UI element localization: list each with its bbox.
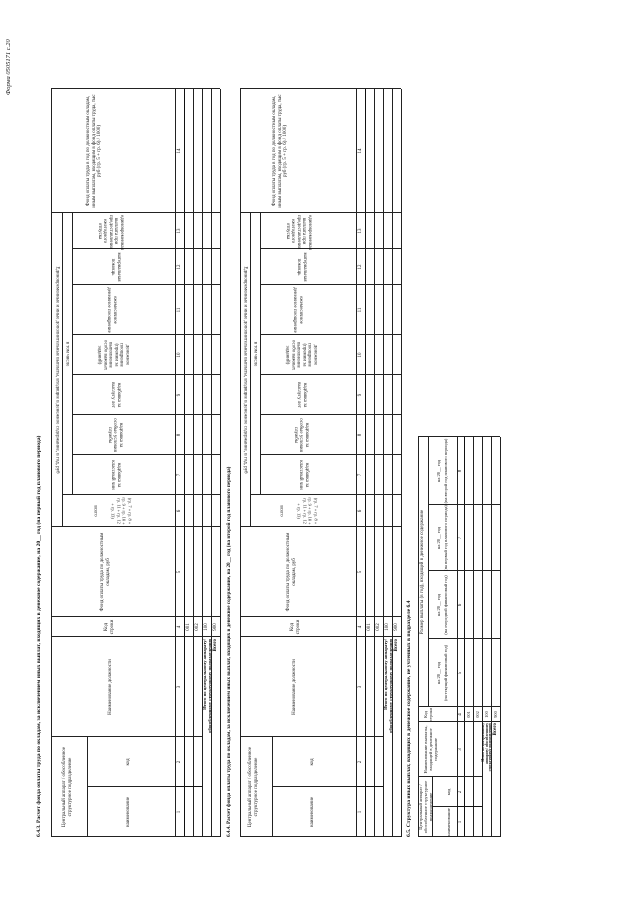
col-fund-salary-header: Фонд оплаты труда по должностным окладам, руб — [100, 532, 111, 612]
col-name-header: наименование — [126, 796, 131, 828]
c10-header: денежное поощрение (премии за выполнение особо важных заданий) — [96, 339, 130, 371]
c13-header: единовременная выплата при предоставлении ежегодного отпуска — [96, 215, 124, 250]
year-col-4-sub: (на второй год планового периода) — [443, 438, 448, 504]
col-num: 6 — [177, 509, 182, 513]
year-col-2: на 20__ год — [436, 593, 441, 617]
col-num: 5 — [177, 570, 182, 574]
col-fund-total-header: Фонд оплаты труда в год по должностным окладам, иным выплатам, входящим в фонд оплаты труда, тыс руб (гр. 5 + гр. 6) / 1000) — [86, 94, 103, 208]
col-num: 2 — [458, 790, 463, 794]
section-title-6-4-4: 6.4.4. Расчет фонда оплаты труда по окладам, за исключением иных выплат, входящих в денежное содержание, на 20__ год (на второй год планового периода) — [226, 466, 232, 837]
col-num: 4 — [177, 625, 182, 629]
col-num: 7 — [458, 536, 463, 540]
group-header: Единовременные и иные дополнительные выплаты, входящие в денежное содержание, в год, руб — [54, 266, 60, 474]
total-label: Всего — [213, 639, 218, 652]
unit-header: Центральный аппарат / обособленное структурное подразделение — [418, 780, 433, 834]
c10-header: денежное поощрение (премии за выполнение особо важных заданий) — [284, 339, 318, 371]
unit-header: Центральный аппарат / обособленное структурное подразделение — [248, 746, 259, 828]
size-header: Размер выплаты (в год), входящей в денежное содержание — [420, 509, 425, 635]
col-code-header: код — [126, 758, 131, 766]
col-line-code-header: Код строки — [423, 708, 433, 721]
year-col-3-sub: (на первый год планового периода) — [443, 505, 448, 571]
section-title-6-5: 6.5. Структура иных выплат, входящих в денежное содержание, не учтенных в подразделе 6.4 — [406, 600, 412, 837]
col-total-formula: (гр. 7 + гр. 8 + гр. 9 + гр. 10 + гр. 11 + гр. 12 + гр. 13) — [110, 497, 133, 525]
c8-header: надбавка за особые условия службы — [106, 418, 123, 452]
col-line-code-header: Код строки — [104, 619, 115, 635]
col-num: 8 — [458, 469, 463, 473]
col-num: 3 — [177, 685, 182, 689]
col-total-formula: (гр. 7 + гр. 8 + гр. 9 + гр. 10 + гр. 11 + гр. 12 + гр. 13) — [296, 497, 319, 525]
total-code: 900 — [493, 711, 498, 718]
col-num: 11 — [358, 307, 363, 313]
row-code: 001 — [186, 623, 191, 631]
col-num: 3 — [358, 685, 363, 689]
group-header: Единовременные и иные дополнительные выплаты, входящие в денежное содержание, в год, руб — [242, 266, 248, 474]
col-num: 3 — [458, 748, 463, 751]
unit-header: Центральный аппарат / обособленное структурное подразделение — [62, 746, 73, 828]
col-num: 10 — [358, 352, 363, 358]
col-num: 7 — [358, 473, 363, 477]
col-payment-name-header: Наименование выплаты, входящей в денежное содержание — [423, 725, 438, 774]
col-num: 5 — [458, 671, 463, 675]
col-num: 6 — [358, 509, 363, 513]
col-num: 14 — [177, 148, 182, 154]
c13-header: единовременная выплата при предоставлении ежегодного отпуска — [284, 215, 312, 250]
col-num: 5 — [358, 570, 363, 574]
col-num: 1 — [177, 810, 182, 814]
total-label: Всего — [493, 723, 498, 736]
year-col-4: на 20__ год — [436, 459, 441, 483]
col-fund-total-header: Фонд оплаты труда в год по должностным окладам, иным выплатам, входящим в фонд оплаты труда, тыс руб (гр. 5 + гр. 6) / 1000) — [272, 94, 289, 208]
col-position-header: Наименование должности — [108, 659, 113, 715]
subtotal-code: 100 — [385, 623, 390, 631]
row-code: 001 — [367, 623, 372, 631]
col-num: 11 — [177, 307, 182, 313]
c9-header: надбавка за выслугу лет — [110, 382, 122, 408]
col-num: 8 — [177, 433, 182, 437]
c7-header: надбавка за классный чин — [298, 460, 310, 490]
in-which-header: в том числе — [64, 341, 70, 367]
col-num: 13 — [177, 228, 182, 234]
c11-header: ежемесячное денежное поощрение — [292, 287, 304, 333]
col-num: 2 — [358, 760, 363, 764]
total-code: 900 — [213, 623, 218, 631]
c12-header: материальная помощь — [110, 252, 122, 282]
col-num: 10 — [177, 352, 182, 358]
c8-header: надбавка за особые условия службы — [292, 418, 309, 452]
subtotal-label: Итого по центральному аппарату/ обособленному структурному подразделению — [481, 723, 493, 772]
col-num: 4 — [458, 713, 463, 716]
year-col-1-sub: (на текущий финансовый год) — [443, 644, 448, 702]
subtotal-code: 100 — [204, 623, 209, 631]
row-code: 002 — [376, 623, 381, 631]
col-num: 6 — [458, 603, 463, 607]
col-code-header: код — [310, 758, 315, 766]
row-code: 001 — [466, 711, 471, 718]
year-col-1: на 20__ год — [436, 661, 441, 685]
subtotal-label: Итого по центральному аппарату/ обособленному структурному подразделению — [202, 639, 212, 733]
col-num: 9 — [358, 393, 363, 397]
in-which-header: в том числе — [252, 341, 258, 367]
c12-header: материальная помощь — [296, 252, 308, 282]
col-name-header: наименование — [446, 808, 451, 836]
row-code: 002 — [195, 623, 200, 631]
col-num: 12 — [358, 264, 363, 270]
section-title-6-4-3: 6.4.3. Расчет фонда оплаты труда по окладам, за исключением иных выплат, входящих в денежное содержание, на 20__ год (на первый год планового периода) — [36, 435, 42, 837]
subtotal-label: Итого по центральному аппарату/ обособленному структурному подразделению — [383, 639, 393, 733]
col-line-code-header: Код строки — [290, 619, 301, 635]
col-num: 4 — [358, 625, 363, 629]
row-code: 002 — [475, 711, 480, 718]
col-total-header: всего — [278, 505, 284, 517]
c11-header: ежемесячное денежное поощрение — [106, 287, 118, 333]
col-code-header: код — [446, 788, 451, 796]
col-num: 2 — [177, 760, 182, 764]
c9-header: надбавка за выслугу лет — [296, 382, 308, 408]
col-total-header: всего — [92, 505, 98, 517]
col-num: 7 — [177, 473, 182, 477]
c7-header: надбавка за классный чин — [110, 460, 122, 490]
col-num: 13 — [358, 228, 363, 234]
col-num: 9 — [177, 393, 182, 397]
col-num: 1 — [458, 820, 463, 824]
col-name-header: наименование — [310, 796, 315, 828]
total-code: 900 — [394, 623, 399, 631]
col-num: 8 — [358, 433, 363, 437]
col-fund-salary-header: Фонд оплаты труда по должностным окладам, руб — [286, 532, 297, 612]
year-col-2-sub: (на очередной финансовый год) — [443, 575, 448, 635]
year-col-3: на 20__ год — [436, 526, 441, 550]
col-num: 1 — [358, 810, 363, 814]
form-label: Форма 0505171 с.20 — [5, 39, 12, 95]
total-label: Всего — [394, 639, 399, 652]
col-num: 14 — [358, 148, 363, 154]
col-position-header: Наименование должности — [292, 659, 297, 715]
col-num: 12 — [177, 264, 182, 270]
subtotal-code: 100 — [484, 711, 489, 718]
